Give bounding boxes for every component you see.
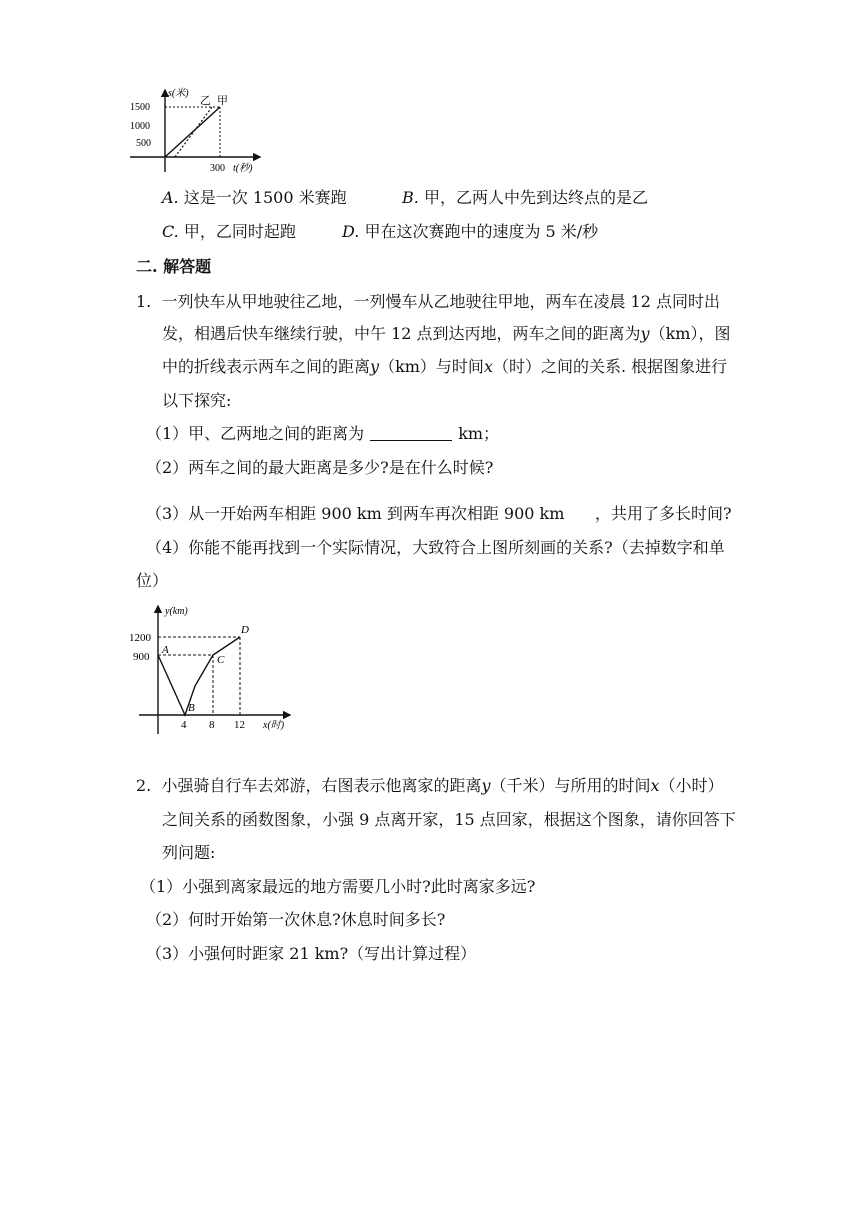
option-b	[402, 188, 648, 208]
option-text: 甲，乙同时起跑	[183, 222, 296, 241]
option-d	[342, 222, 598, 242]
x-tick-label: 300	[210, 163, 225, 174]
section-heading: 二. 解答题	[136, 257, 212, 276]
option-letter: A.	[162, 188, 179, 207]
q1-line4: 以下探究:	[162, 391, 232, 410]
y-axis-label: y(km)	[165, 606, 188, 617]
point-label-c: C	[217, 654, 225, 666]
y-tick-label: 500	[136, 138, 151, 149]
option-c	[162, 222, 296, 242]
question-number: 1.	[136, 292, 152, 311]
series-label-yi: 乙	[200, 95, 211, 107]
answer-blank[interactable]	[370, 426, 452, 441]
q1-line1: 1. 一列快车从甲地驶往乙地，一列慢车从乙地驶往甲地，两车在凌晨 12 点同时出	[136, 292, 720, 311]
y-axis-label: s(米)	[168, 88, 189, 99]
q1-line2: 发，相遇后快车继续行驶，中午 12 点到达丙地，两车之间的距离为y（km），图	[162, 324, 731, 343]
y-tick-label: 1000	[130, 121, 150, 132]
y-tick-label: 1500	[130, 102, 150, 113]
y-tick-label: 900	[133, 651, 150, 663]
series-label-jia: 甲	[217, 95, 228, 107]
q2-line3: 列问题:	[162, 843, 216, 862]
q1-sub4-cont: 位）	[136, 571, 169, 590]
series-jia	[165, 107, 220, 157]
q2-sub1: （1）小强到离家最远的地方需要几小时?此时离家多远?	[140, 877, 536, 896]
x-tick-label: 8	[209, 719, 215, 731]
q2-line2: 之间关系的函数图象，小强 9 点离开家，15 点回家，根据这个图象，请你回答下	[162, 810, 736, 829]
q1-sub3: （3）从一开始两车相距 900 km 到两车再次相距 900 km ，共用了多长时间?	[146, 504, 732, 523]
q1-sub2: （2）两车之间的最大距离是多少?是在什么时候?	[146, 458, 494, 477]
point-label-d: D	[241, 624, 249, 636]
q2-line1: 2. 小强骑自行车去郊游，右图表示他离家的距离y（千米）与所用的时间x（小时）	[136, 776, 724, 795]
point-label-a: A	[162, 644, 169, 656]
q1-line3: 中的折线表示两车之间的距离y（km）与时间x（时）之间的关系. 根据图象进行	[162, 357, 728, 376]
option-letter: D.	[342, 222, 360, 241]
race-graph	[120, 84, 270, 176]
q2-sub3: （3）小强何时距家 21 km?（写出计算过程）	[146, 944, 477, 963]
q1-sub1: （1）甲、乙两地之间的距离为 km；	[146, 424, 500, 443]
distance-graph	[125, 600, 300, 740]
x-tick-label: 12	[234, 719, 245, 731]
y-tick-label: 1200	[129, 632, 151, 644]
option-letter: C.	[162, 222, 179, 241]
x-axis-label: x(时)	[263, 720, 285, 731]
x-axis-label: t(秒)	[233, 163, 253, 174]
option-text: 这是一次 1500 米赛跑	[183, 188, 347, 207]
q2-sub2: （2）何时开始第一次休息?休息时间多长?	[146, 910, 446, 929]
question-number: 2.	[136, 776, 152, 795]
q1-sub4: （4）你能不能再找到一个实际情况，大致符合上图所刻画的关系?（去掉数字和单	[146, 538, 725, 557]
distance-polyline	[158, 637, 240, 715]
option-letter: B.	[402, 188, 419, 207]
x-tick-label: 4	[181, 719, 187, 731]
option-a	[162, 188, 347, 208]
point-label-b: B	[188, 702, 195, 714]
option-text: 甲，乙两人中先到达终点的是乙	[423, 188, 648, 207]
option-text: 甲在这次赛跑中的速度为 5 米/秒	[364, 222, 599, 241]
